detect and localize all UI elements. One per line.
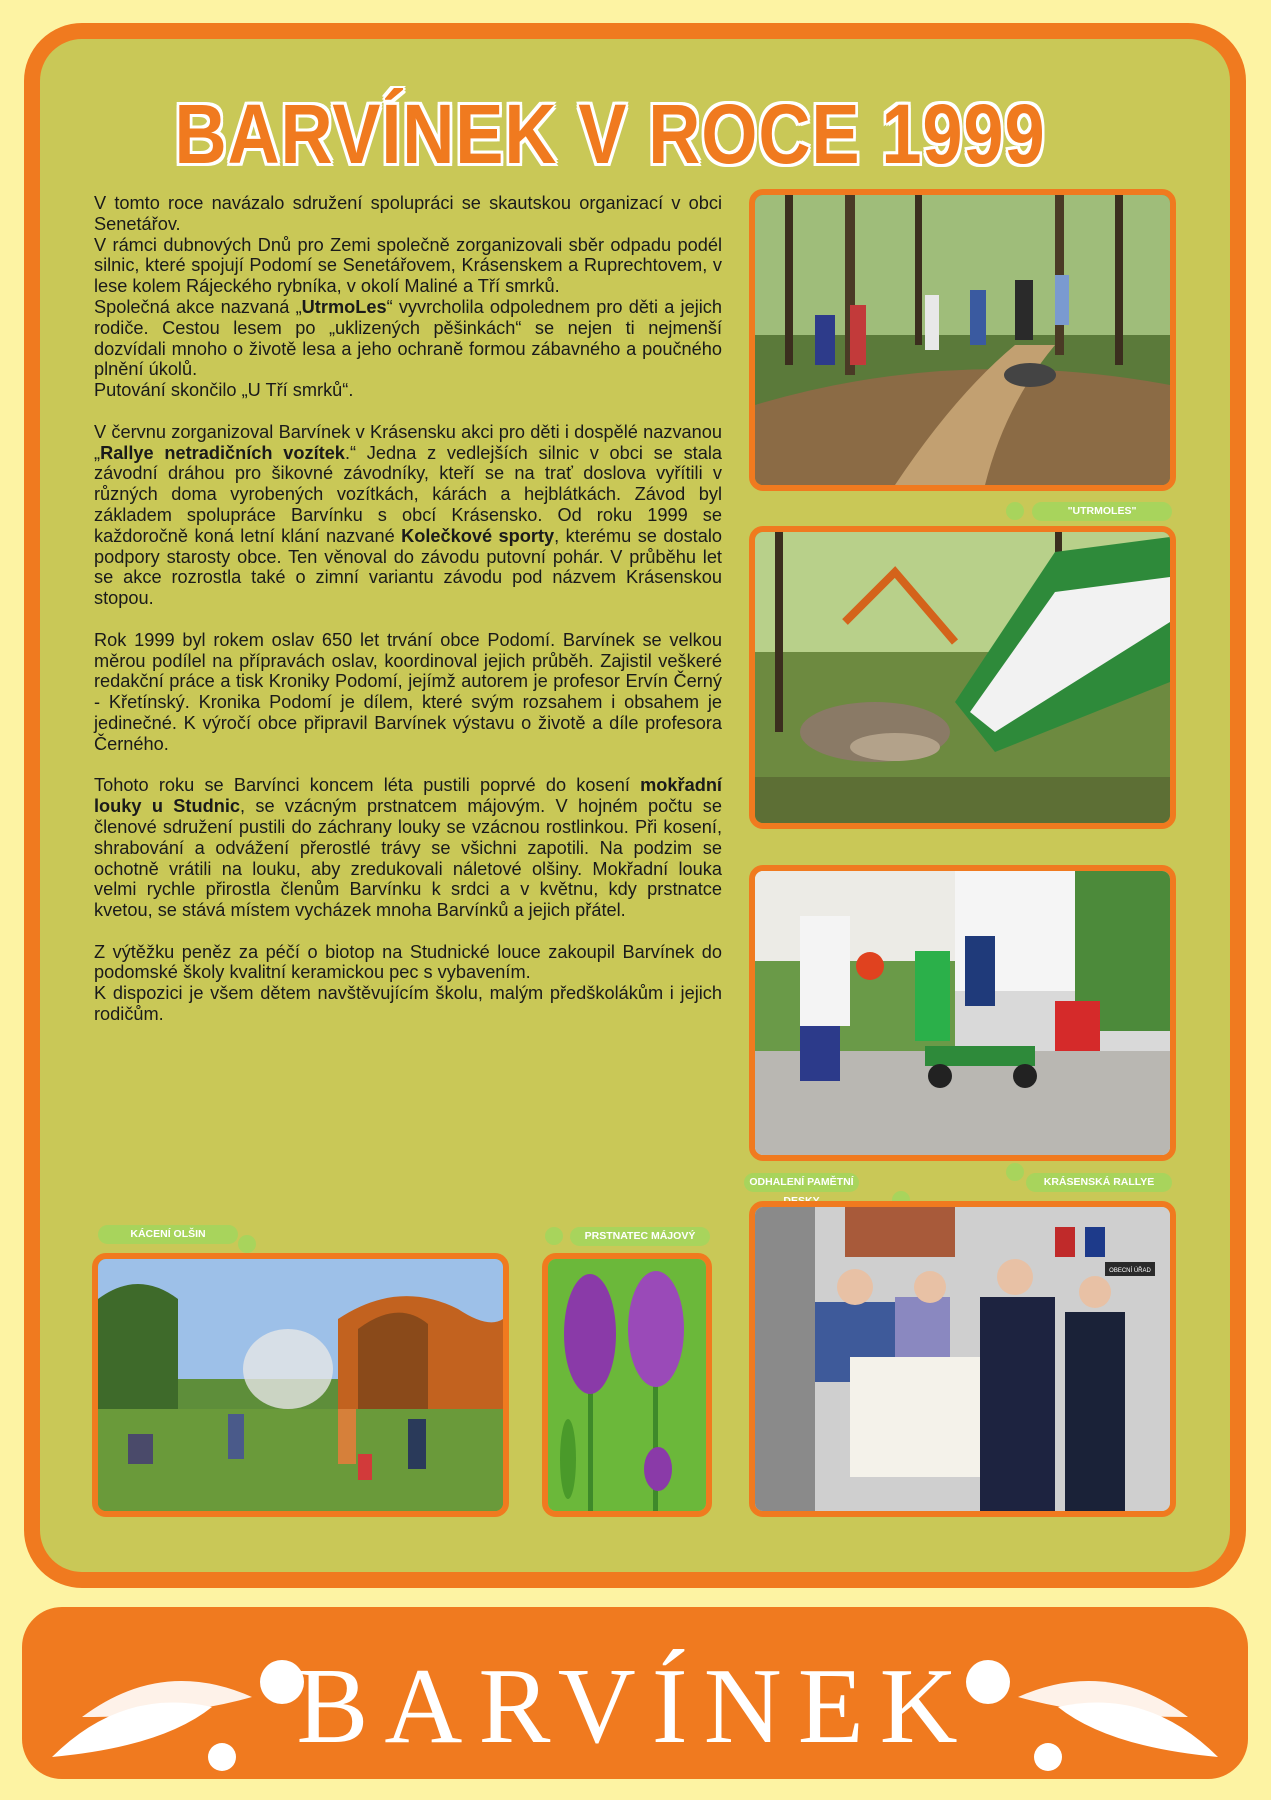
caption-olsin: KÁCENÍ OLŠIN [98,1225,238,1244]
text-line: K dispozici je všem dětem navštěvujícím školu, malým předškolákům i jejich rodičům. [94,983,722,1025]
bold-text: Kolečkové sporty [401,525,555,546]
paragraph [94,775,722,921]
text-line: Putování skončilo „U Tří smrků“. [94,380,354,401]
paragraph [94,380,722,401]
caption-utrmoles: "UTRMOLES" [1032,502,1172,521]
text-span: Tohoto roku se Barvínci koncem léta pustili poprvé do kosení [94,775,641,796]
bold-text: UtrmoLes [301,296,387,317]
article-text [94,193,722,1025]
text-line: Rok 1999 byl rokem oslav 650 let trvání obce Podomí. Barvínek se velkou měrou podílel na přípravách oslav, koordinoval jejich průběh. Zajistil veškeré redakční práce a tisk Kroniky Podomí, jejímž autorem je profesor Ervín Černý - Křetínský. Kronika Podomí je dílem, které svým rozsahem i obsahem je jedinečné. K výročí obce připravil Barvínek výstavu o životě a díle profesora Černého. [94,629,722,754]
orchid-image [548,1259,706,1511]
caption-dot [545,1227,563,1245]
photo-prstnatec [542,1253,712,1517]
paragraph [94,422,722,609]
paragraph [94,235,722,297]
paragraph [94,983,722,1025]
text-line: V rámci dubnových Dnů pro Zemi společně zorganizovali sběr odpadu podél silnic, které spojují Podomí se Senetářovem, Krásenskem a Ruprechtovem, v lese kolem Rájeckého rybníka, v okolí Maliné a Tří smrků. [94,234,722,297]
page-title: BARVÍNEK V ROCE 1999 [174,87,1046,181]
caption-dot [238,1235,256,1253]
text-span: .“ Jedna z vedlejších silnic v obci se stala závodní dráhou pro šikovné závodníky, kteří se na trať doslova vyřítili v různých doma vyrobených vozítkách, kárách a hejblátkách. Závod byl základem spolupráce Barvínku s obcí Krásensko. Od roku 1999 se každoročně koná letní klání nazvané [94,442,722,546]
bold-text: Rallye netradičních vozítek [100,442,345,463]
photo-utrmoles [749,189,1176,491]
alder-felling-image [98,1259,503,1511]
photo-container [749,526,1176,829]
waste-container-image [755,532,1170,823]
paragraph [94,297,722,380]
footer-banner [22,1607,1248,1779]
footer-brand: BARVÍNEK [296,1647,974,1766]
bold-text: mokřadní louky u Studnic [94,775,722,817]
caption-dot [1006,502,1024,520]
plaque-unveiling-image [755,1207,1170,1511]
sign-text: OBECNÍ ÚŘAD [1109,1268,1151,1274]
caption-deska: ODHALENÍ PAMĚTNÍ DESKY [744,1173,859,1192]
rallye-image [755,871,1170,1155]
paragraph [94,193,722,235]
text-span: V červnu zorganizoval Barvínek v Krásensku akci pro děti i dospělé nazvanou „ [94,421,722,463]
text-line: V tomto roce navázalo sdružení spolupráci se skautskou organizací v obci Senetářov. [94,193,722,234]
paragraph [94,942,722,984]
caption-prstnatec: PRSTNATEC MÁJOVÝ [570,1227,710,1246]
photo-olsin [92,1253,509,1517]
forest-cleanup-image [755,195,1170,485]
photo-deska [749,1201,1176,1517]
paragraph [94,630,722,755]
text-line: Z výtěžku peněz za péčí o biotop na Studnické louce zakoupil Barvínek do podomské školy kvalitní keramickou pec s vybavením. [94,941,722,983]
photo-rallye [749,865,1176,1161]
caption-rallye: KRÁSENSKÁ RALLYE [1026,1173,1172,1192]
caption-dot [1006,1163,1024,1181]
text-span: , kterému se dostalo podpory starosty obce. Ten věnoval do závodu putovní pohár. V průběhu let se akce rozrostla také o zimní variantu závodu pod názvem Krásenskou stopou. [94,525,722,609]
text-span: , se vzácným prstnatcem májovým. V hojném počtu se členové sdružení pustili do záchrany louky se vzácnou rostlinkou. Při kosení, shrabování a odvážení přerostlé trávy se všichni zapotili. Na podzim se ochotně vrátili na louku, aby zredukovali náletové olšiny. Mokřadní louka velmi rychle přirostla členům Barvínku k srdci a v květnu, kdy prstnatce kvetou, se stává místem vycházek mnoha Barvínků a jejich přátel. [94,796,722,921]
text-span: “ vyvrcholila odpolednem pro děti a jejich rodiče. Cestou lesem po „uklizených pěšinkách“ se nejen ti nejmenší dozvídali mnoho o životě lesa a jeho ochraně formou zábavného a poučného plnění úkolů. [94,296,722,380]
text-span: Společná akce nazvaná „ [94,296,302,317]
